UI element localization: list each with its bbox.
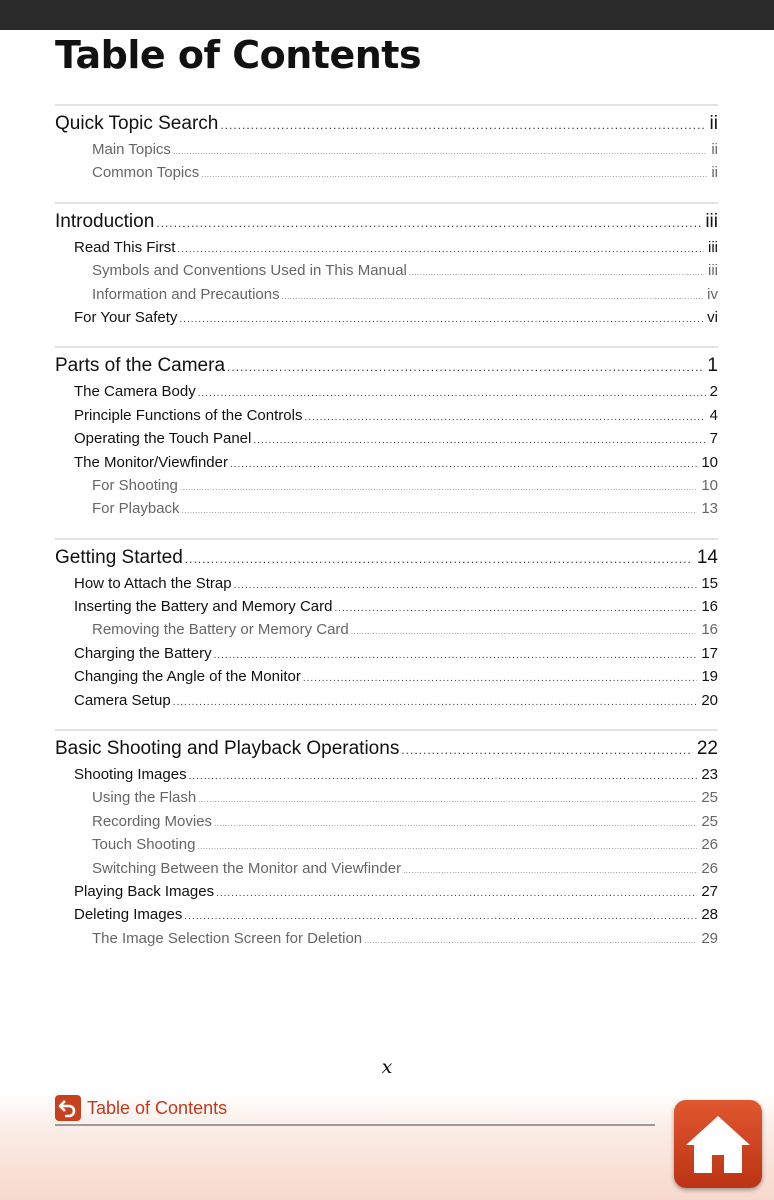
entry-page-number: 10 bbox=[701, 476, 718, 494]
return-arrow-icon bbox=[55, 1095, 81, 1121]
entry-page-number: 14 bbox=[696, 546, 718, 568]
toc-subtopic-entry[interactable] bbox=[55, 474, 718, 497]
entry-page-number: 25 bbox=[701, 789, 718, 807]
entry-page-number: 23 bbox=[701, 766, 718, 784]
entry-title: Parts of the Camera bbox=[55, 355, 226, 377]
entry-page-number: 26 bbox=[701, 836, 718, 854]
toc-topic-entry[interactable] bbox=[55, 665, 718, 688]
entry-title: Touch Shooting bbox=[92, 836, 196, 854]
entry-page-number: 1 bbox=[707, 355, 718, 377]
dot-leader bbox=[304, 406, 705, 427]
entry-page-number: 26 bbox=[701, 859, 718, 877]
home-icon bbox=[683, 1111, 753, 1177]
entry-page-number: iv bbox=[707, 285, 718, 303]
entry-title: The Image Selection Screen for Deletion bbox=[92, 929, 363, 947]
entry-title: For Your Safety bbox=[74, 308, 178, 326]
entry-title: Introduction bbox=[55, 210, 155, 232]
entry-title: The Camera Body bbox=[74, 383, 196, 401]
entry-title: For Shooting bbox=[92, 476, 178, 494]
dot-leader bbox=[403, 859, 697, 880]
entry-title: Deleting Images bbox=[74, 906, 183, 924]
entry-title: Removing the Battery or Memory Card bbox=[92, 621, 349, 639]
toc-section bbox=[55, 346, 718, 520]
toc-chapter-entry[interactable] bbox=[55, 735, 718, 763]
entry-title: The Monitor/Viewfinder bbox=[74, 453, 228, 471]
toc-subtopic-entry[interactable] bbox=[55, 786, 718, 809]
toc-topic-entry[interactable] bbox=[55, 689, 718, 712]
entry-page-number: 17 bbox=[701, 644, 718, 662]
entry-title: Playing Back Images bbox=[74, 882, 215, 900]
page-title: Table of Contents bbox=[55, 33, 422, 77]
dot-leader bbox=[364, 929, 697, 950]
toc-subtopic-entry[interactable] bbox=[55, 259, 718, 282]
page-number: x bbox=[381, 1056, 393, 1078]
toc-section bbox=[55, 538, 718, 712]
entry-title: Getting Started bbox=[55, 546, 183, 568]
toc-subtopic-entry[interactable] bbox=[55, 833, 718, 856]
entry-page-number: ii bbox=[709, 113, 718, 134]
toc-topic-entry[interactable] bbox=[55, 306, 718, 329]
entry-title: Information and Precautions bbox=[92, 285, 280, 303]
table-of-contents-link[interactable] bbox=[55, 1093, 227, 1123]
home-button[interactable] bbox=[674, 1100, 762, 1188]
entry-page-number: 16 bbox=[701, 621, 718, 639]
toc-subtopic-entry[interactable] bbox=[55, 497, 718, 520]
dot-leader bbox=[230, 453, 697, 474]
entry-page-number: 10 bbox=[701, 453, 718, 471]
entry-title: Camera Setup bbox=[74, 691, 171, 709]
dot-leader bbox=[334, 597, 697, 618]
entry-title: For Playback bbox=[92, 500, 180, 518]
toc-subtopic-entry[interactable] bbox=[55, 857, 718, 880]
dot-leader bbox=[198, 382, 706, 403]
dot-leader bbox=[198, 788, 697, 809]
entry-page-number: 4 bbox=[709, 406, 718, 424]
entry-title: Changing the Angle of the Monitor bbox=[74, 668, 301, 686]
toc-topic-entry[interactable] bbox=[55, 642, 718, 665]
entry-page-number: 20 bbox=[701, 691, 718, 709]
dot-leader bbox=[184, 905, 697, 926]
dot-leader bbox=[179, 308, 703, 329]
toc-subtopic-entry[interactable] bbox=[55, 161, 718, 184]
entry-page-number: iii bbox=[705, 210, 718, 232]
toc-list bbox=[55, 104, 718, 967]
toc-section bbox=[55, 202, 718, 330]
toc-topic-entry[interactable] bbox=[55, 595, 718, 618]
entry-title: Shooting Images bbox=[74, 766, 187, 784]
toc-chapter-entry[interactable] bbox=[55, 352, 718, 380]
entry-page-number: 7 bbox=[709, 430, 718, 448]
entry-page-number: 22 bbox=[696, 738, 718, 760]
dot-leader bbox=[173, 140, 707, 161]
entry-title: Using the Flash bbox=[92, 789, 197, 807]
dot-leader bbox=[282, 285, 704, 306]
entry-page-number: 2 bbox=[709, 383, 718, 401]
toc-topic-entry[interactable] bbox=[55, 903, 718, 926]
toc-subtopic-entry[interactable] bbox=[55, 927, 718, 950]
entry-page-number: ii bbox=[711, 164, 718, 182]
entry-title: Read This First bbox=[74, 238, 176, 256]
entry-page-number: 13 bbox=[701, 500, 718, 518]
toc-topic-entry[interactable] bbox=[55, 404, 718, 427]
entry-title: Common Topics bbox=[92, 164, 200, 182]
dot-leader bbox=[216, 882, 697, 903]
toc-topic-entry[interactable] bbox=[55, 380, 718, 403]
dot-leader bbox=[227, 353, 703, 380]
dot-leader bbox=[234, 574, 698, 595]
dot-leader bbox=[214, 644, 698, 665]
entry-page-number: iii bbox=[708, 262, 718, 280]
toc-topic-entry[interactable] bbox=[55, 236, 718, 259]
dot-leader bbox=[173, 691, 698, 712]
toc-subtopic-entry[interactable] bbox=[55, 810, 718, 833]
entry-page-number: 27 bbox=[701, 882, 718, 900]
entry-page-number: 28 bbox=[701, 906, 718, 924]
toc-chapter-entry[interactable] bbox=[55, 208, 718, 236]
dot-leader bbox=[201, 163, 707, 184]
entry-title: Symbols and Conventions Used in This Manual bbox=[92, 262, 407, 280]
entry-title: Switching Between the Monitor and Viewfinder bbox=[92, 859, 402, 877]
entry-title: Inserting the Battery and Memory Card bbox=[74, 598, 333, 616]
dot-leader bbox=[189, 765, 698, 786]
table-of-contents-link-label: Table of Contents bbox=[87, 1097, 228, 1118]
dot-leader bbox=[220, 111, 705, 138]
entry-page-number: 25 bbox=[701, 812, 718, 830]
footer-divider bbox=[55, 1124, 655, 1126]
entry-page-number: 19 bbox=[701, 668, 718, 686]
top-bar bbox=[0, 0, 774, 30]
entry-title: Quick Topic Search bbox=[55, 113, 219, 134]
toc-subtopic-entry[interactable] bbox=[55, 618, 718, 641]
toc-topic-entry[interactable] bbox=[55, 763, 718, 786]
toc-section bbox=[55, 104, 718, 185]
entry-page-number: 15 bbox=[701, 574, 718, 592]
toc-chapter-entry[interactable] bbox=[55, 544, 718, 572]
entry-page-number: ii bbox=[711, 141, 718, 158]
entry-page-number: 16 bbox=[701, 598, 718, 616]
dot-leader bbox=[214, 812, 697, 833]
entry-title: Operating the Touch Panel bbox=[74, 430, 252, 448]
toc-subtopic-entry[interactable] bbox=[55, 138, 718, 161]
entry-title: Charging the Battery bbox=[74, 644, 212, 662]
entry-title: Principle Functions of the Controls bbox=[74, 406, 303, 424]
dot-leader bbox=[185, 545, 693, 572]
dot-leader bbox=[303, 667, 697, 688]
entry-page-number: 29 bbox=[701, 929, 718, 947]
dot-leader bbox=[156, 209, 701, 236]
entry-title: How to Attach the Strap bbox=[74, 574, 232, 592]
entry-page-number: vi bbox=[707, 308, 718, 326]
toc-topic-entry[interactable] bbox=[55, 427, 718, 450]
dot-leader bbox=[351, 620, 698, 641]
dot-leader bbox=[401, 736, 693, 763]
entry-title: Basic Shooting and Playback Operations bbox=[55, 738, 400, 760]
toc-topic-entry[interactable] bbox=[55, 572, 718, 595]
entry-title: Main Topics bbox=[92, 141, 171, 158]
toc-topic-entry[interactable] bbox=[55, 451, 718, 474]
toc-chapter-entry[interactable] bbox=[55, 110, 718, 138]
dot-leader bbox=[197, 835, 697, 856]
toc-topic-entry[interactable] bbox=[55, 880, 718, 903]
entry-page-number: iii bbox=[708, 238, 718, 256]
toc-section bbox=[55, 729, 718, 950]
toc-subtopic-entry[interactable] bbox=[55, 283, 718, 306]
entry-title: Recording Movies bbox=[92, 812, 213, 830]
dot-leader bbox=[409, 261, 704, 282]
dot-leader bbox=[182, 499, 698, 520]
dot-leader bbox=[180, 476, 697, 497]
dot-leader bbox=[177, 238, 704, 259]
dot-leader bbox=[253, 429, 705, 450]
